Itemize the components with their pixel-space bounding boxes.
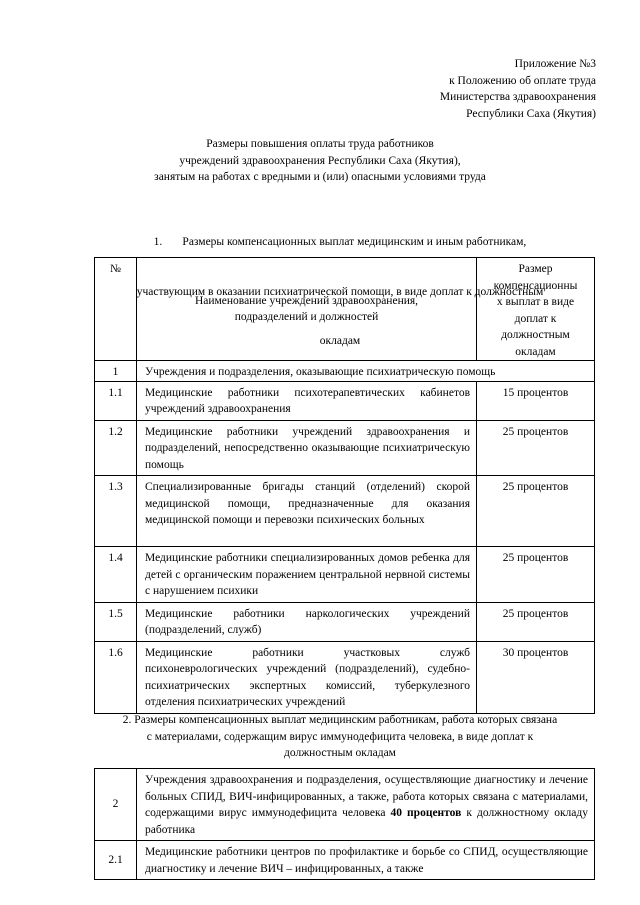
row-name: Медицинские работники психотерапевтических кабинетов учреждений здравоохранения — [137, 381, 477, 420]
row-name: Медицинские работники центров по профилактике и борьбе со СПИД, осуществляющие диагностику и лечение ВИЧ – инфицированных, а также — [137, 841, 595, 880]
row-num: 1.4 — [95, 547, 137, 603]
appendix-line: Приложение №3 — [514, 58, 596, 70]
row-value: 25 процентов — [477, 420, 595, 476]
section1-table — [94, 257, 595, 714]
row-name: Медицинские работники специализированных домов ребенка для детей с органическим поражением центральной нервной системы с нарушением психики — [137, 547, 477, 603]
section2-heading-line: с материалами, содержащим вирус иммунодефицита человека, в виде доплат к — [146, 730, 534, 743]
header-value: Размер компенсационны х выплат в виде доплат к должностным окладам — [477, 258, 595, 361]
table-row — [95, 476, 595, 547]
row-num: 1.2 — [95, 420, 137, 476]
row-value: 25 процентов — [477, 602, 595, 641]
doc-title-line: Размеры повышения оплаты труда работников — [206, 138, 434, 150]
doc-title — [110, 136, 530, 186]
section1-heading-line: окладам — [319, 335, 361, 347]
row-name: Учреждения и подразделения, оказывающие психиатрическую помощь — [137, 361, 595, 382]
table-row — [95, 641, 595, 713]
section2-heading — [60, 712, 620, 762]
row-num: 1.5 — [95, 602, 137, 641]
row-name-bold: 40 процентов — [390, 807, 462, 819]
row-num: 1.3 — [95, 476, 137, 547]
section1-heading-line: участвующим в оказании психиатрической помощи, в виде доплат к должностным — [136, 285, 544, 298]
row-name: Медицинские работники участковых служб психоневрологических учреждений (подразделений), судебно-психиатрических экспертных комиссий, туберкулезного отделения психиатрических учреждений — [137, 641, 477, 713]
table-row — [95, 769, 595, 841]
table-group-row — [95, 361, 595, 382]
table-row — [95, 420, 595, 476]
table-row — [95, 602, 595, 641]
row-num: 2 — [95, 769, 137, 841]
table-row — [95, 841, 595, 880]
table-row — [95, 547, 595, 603]
section2-table — [94, 768, 595, 880]
section2-heading-line: должностным окладам — [284, 747, 396, 759]
header-name: Наименование учреждений здравоохранения, подразделений и должностей — [137, 258, 477, 361]
header-num: № — [95, 258, 137, 361]
row-name: Медицинские работники наркологических учреждений (подразделений, служб) — [137, 602, 477, 641]
table-header-row — [95, 258, 595, 361]
appendix-line: к Положению об оплате труда — [449, 74, 596, 87]
row-name: Медицинские работники учреждений здравоохранения и подразделений, непосредственно оказывающие психиатрическую помощь — [137, 420, 477, 476]
section2-heading-line: 2. Размеры компенсационных выплат медицинским работникам, работа которых связана — [122, 714, 558, 726]
row-value: 25 процентов — [477, 476, 595, 547]
row-num: 1 — [95, 361, 137, 382]
appendix-line: Республики Саха (Якутия) — [466, 107, 596, 120]
doc-title-line: учреждений здравоохранения Республики Саха (Якутия), — [179, 154, 461, 167]
row-num: 1.1 — [95, 381, 137, 420]
row-name-text: Учреждения здравоохранения и подразделения, осуществляющие диагностику и лечение больных СПИД, ВИЧ-инфицированных, а также, работа которых связана с материалами, содержащими вирус иммунодефицита человека — [145, 774, 588, 819]
row-value: 25 процентов — [477, 547, 595, 603]
table-row — [95, 381, 595, 420]
row-name-text: к должностному окладу работника — [145, 807, 588, 836]
row-name — [137, 769, 595, 841]
row-num: 1.6 — [95, 641, 137, 713]
row-value: 15 процентов — [477, 381, 595, 420]
appendix-line: Министерства здравоохранения — [439, 91, 596, 103]
row-name: Специализированные бригады станций (отделений) скорой медицинской помощи, предназначенные для оказания медицинской помощи и перевозки психических больных — [137, 476, 477, 547]
row-num: 2.1 — [95, 841, 137, 880]
doc-title-line: занятым на работах с вредными и (или) опасными условиями труда — [154, 171, 486, 183]
section1-heading-line: 1. Размеры компенсационных выплат медицинским и иным работникам, — [153, 236, 527, 248]
row-value: 30 процентов — [477, 641, 595, 713]
appendix-block — [440, 56, 596, 122]
